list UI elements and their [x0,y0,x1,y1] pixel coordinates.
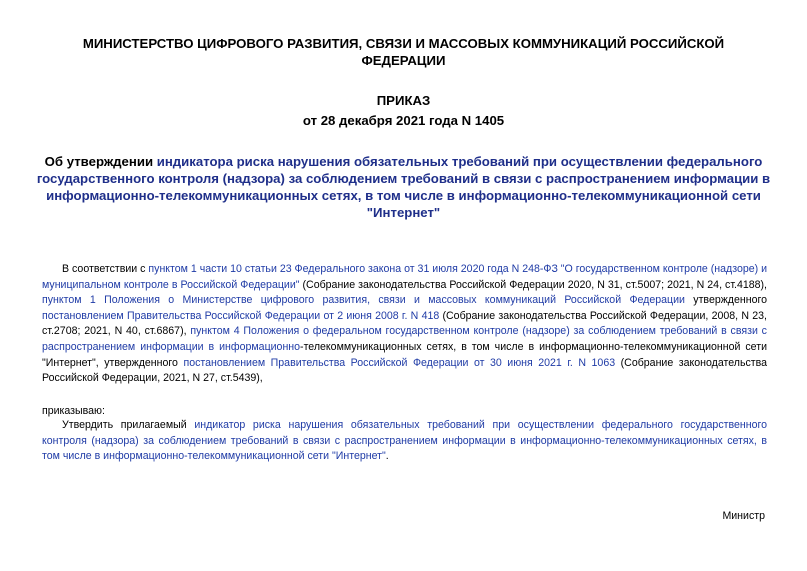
preamble-text-1: В соответствии с [62,263,149,275]
approve-text-2: . [385,450,389,463]
approve-paragraph [42,418,767,465]
document-type: ПРИКАЗ [376,93,431,108]
title-prefix: Об утверждении [44,154,157,169]
preamble-text-4: (Собрание законодательства Российской Федерации, 2008, N 23, ст.2708; 2021, N 40, ст.6867), [42,309,767,338]
ministry-regulation-link[interactable]: пунктом 1 Положения о Министерстве цифрового развития, связи и массовых коммуникаций Российской Федерации [42,294,685,307]
ministry-name: МИНИСТЕРСТВО ЦИФРОВОГО РАЗВИТИЯ, СВЯЗИ И МАССОВЫХ КОММУНИКАЦИЙ РОССИЙСКОЙ ФЕДЕРАЦИИ [82,36,725,68]
preamble-text-5: -телекоммуникационных сетях, в том числе в информационно-телекоммуникационной сети "Интернет", утвержденного [42,340,767,369]
document-date-number: от 28 декабря 2021 года N 1405 [302,113,505,128]
preamble-text-2: (Собрание законодательства Российской Федерации 2020, N 31, ст.5007; 2021, N 24, ст.4188), [299,278,767,291]
resolution-1063-link[interactable]: постановлением Правительства Российской Федерации от 30 июня 2021 г. N 1063 [183,356,616,369]
preamble-text-6: (Собрание законодательства Российской Федерации, 2021, N 27, ст.5439), [42,356,768,385]
document-title [36,153,771,221]
law-248-fz-link[interactable]: пунктом 1 части 10 статьи 23 Федерального закона от 31 июля 2020 года N 248-ФЗ "О государственном контроле (надзоре) и муниципальном контроле в Российской Федерации" [42,263,768,291]
order-word: приказываю: [42,405,105,417]
preamble-paragraph [42,262,767,387]
risk-indicator-link[interactable]: индикатор риска нарушения обязательных требований при осуществлении федерального государственного контроля (надзора) за соблюдением требований в связи с распространением информации в информационно-телекоммуникационных сетях, в том числе в информационно-телекоммуникационной сети "Интернет" [42,419,767,463]
resolution-418-link[interactable]: постановлением Правительства Российской Федерации от 2 июня 2008 г. N 418 [42,309,440,322]
title-link[interactable]: индикатора риска нарушения обязательных требований при осуществлении федерального государственного контроля (надзора) за соблюдением требований в связи с распространением информации в информационно-телекоммуникационных сетях, в том числе в информационно-телекоммуникационной сети "Интернет" [36,154,771,220]
control-regulation-link[interactable]: пунктом 4 Положения о федеральном государственном контроле (надзоре) за соблюдением требований в связи с распространением информации в информационно [42,325,767,353]
signature-title: Министр [722,510,765,522]
approve-text-1: Утвердить прилагаемый [62,419,195,431]
preamble-text-3: утвержденного [684,294,767,307]
